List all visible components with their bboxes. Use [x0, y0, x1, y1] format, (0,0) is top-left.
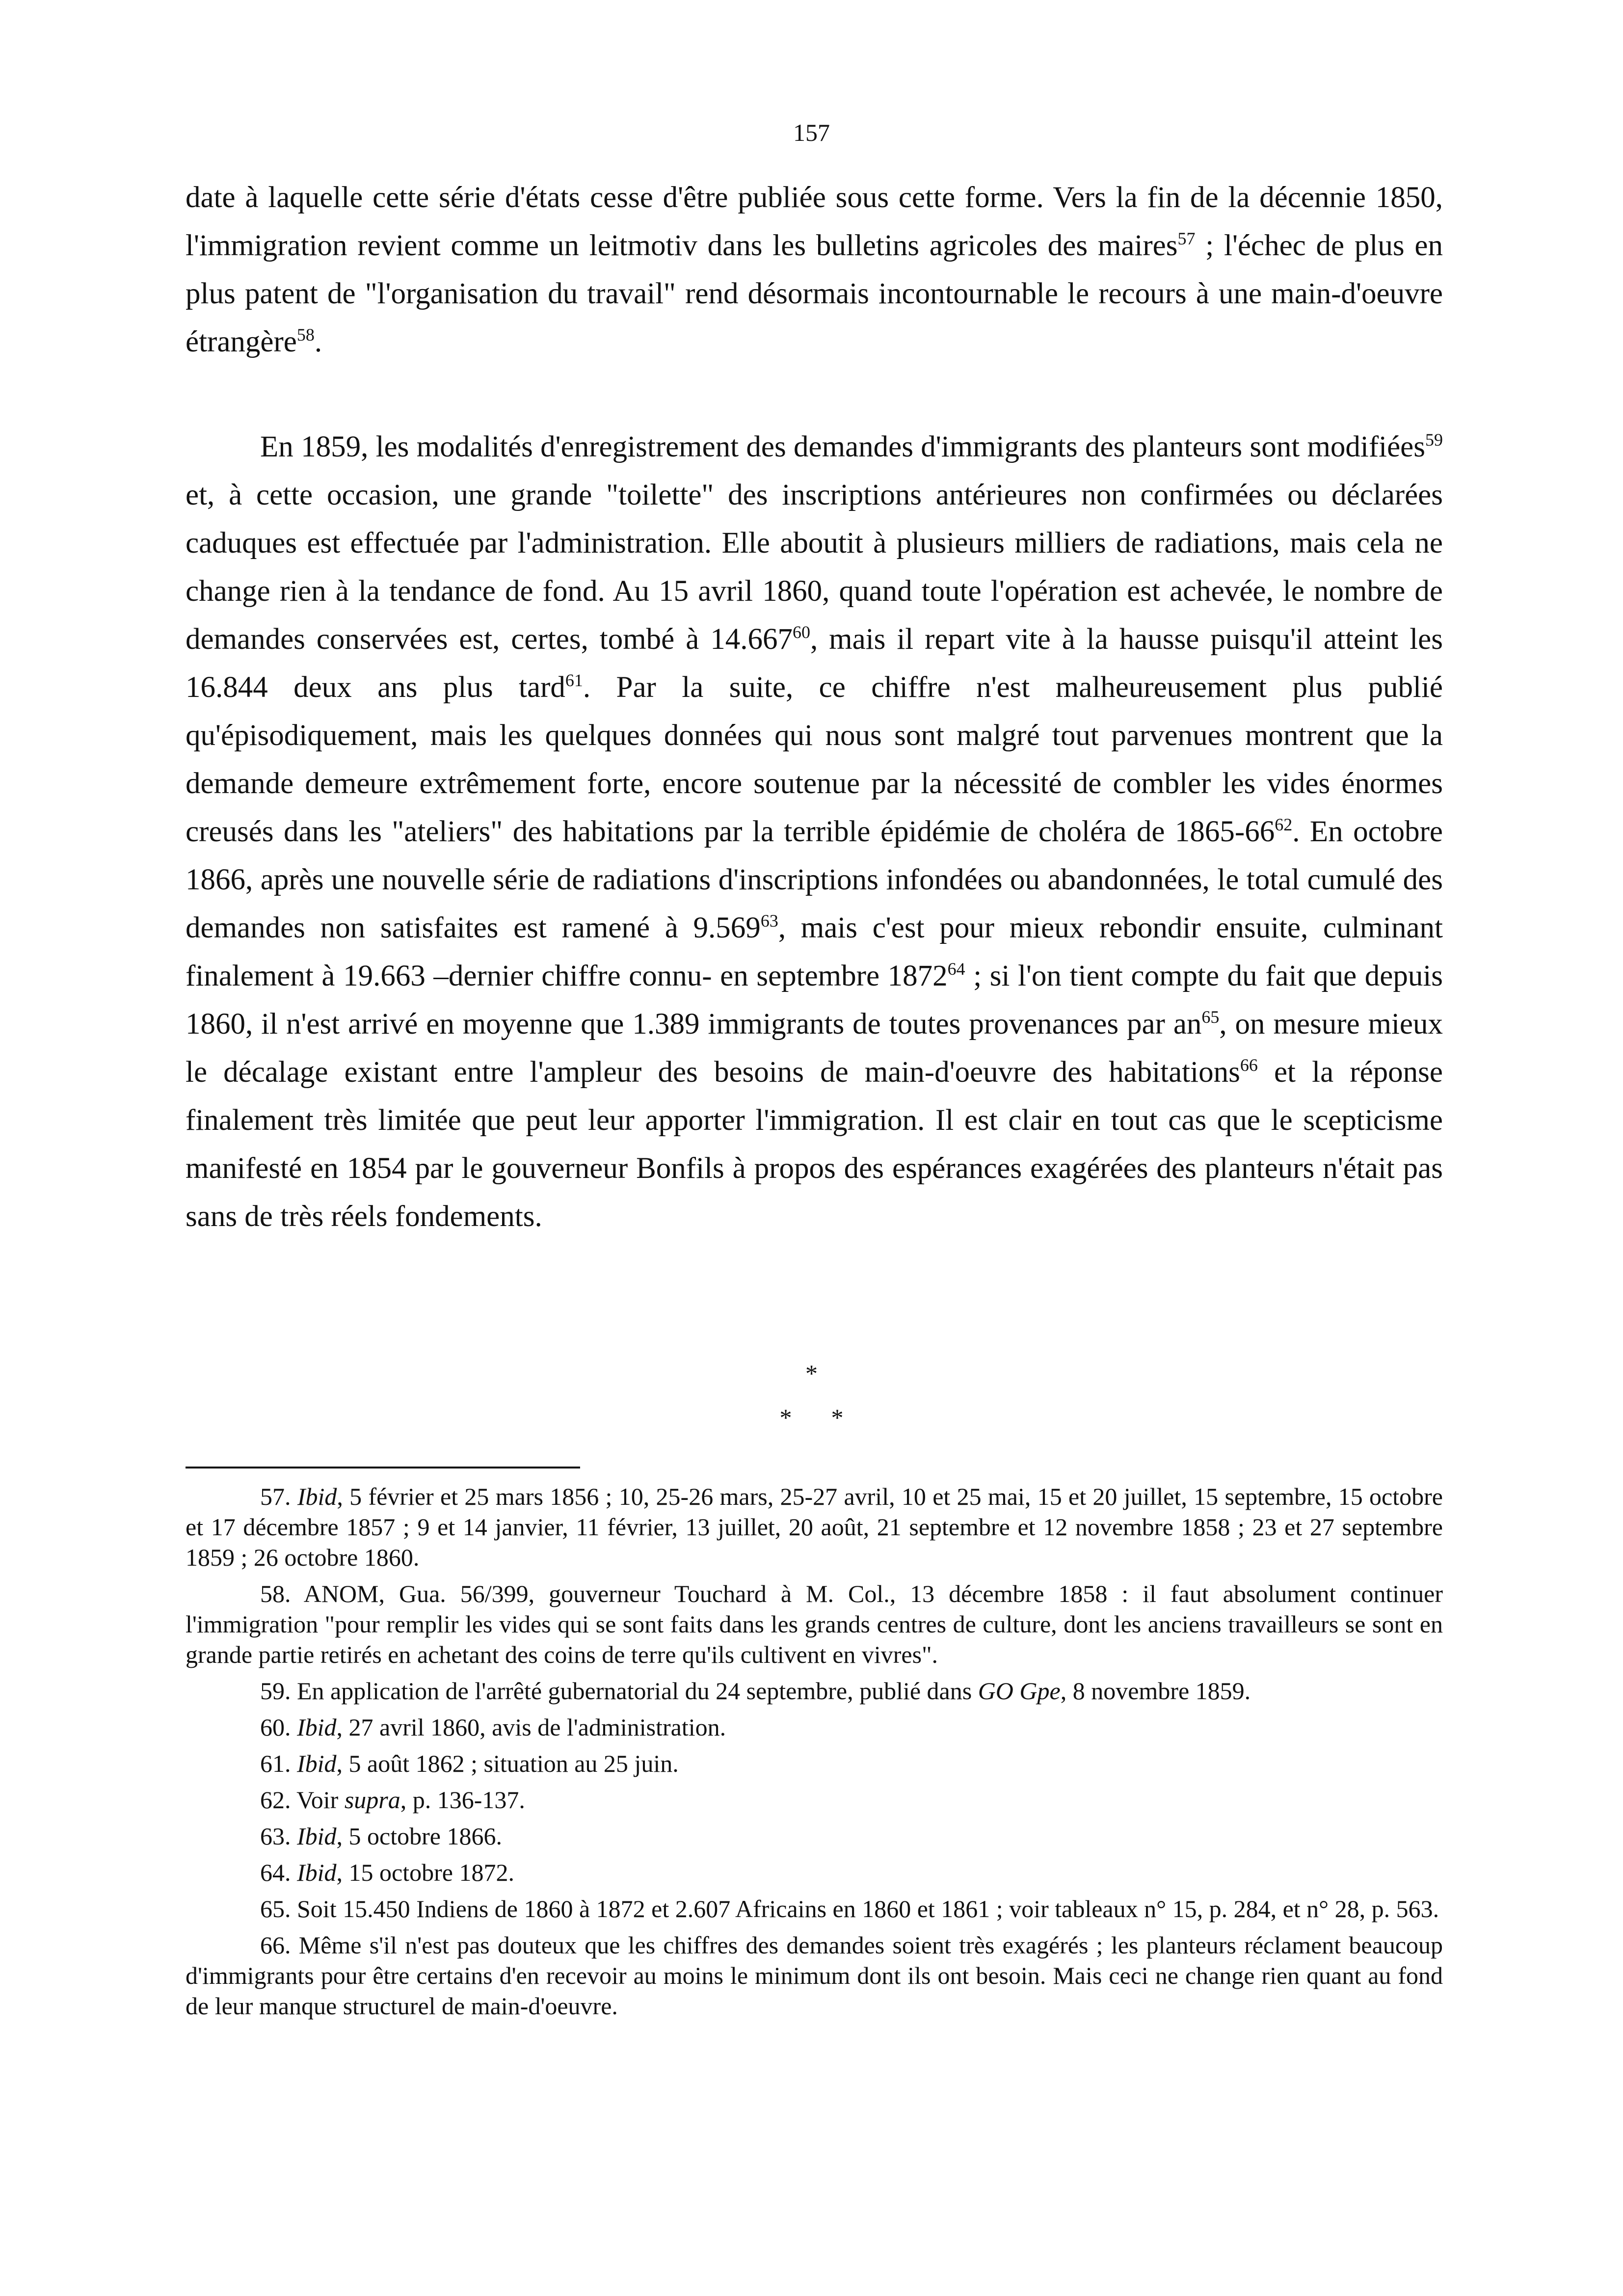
footnote-ref-58: 58 — [296, 325, 315, 345]
separator-star-right: * — [831, 1404, 844, 1431]
source-ref: GO Gpe — [978, 1677, 1061, 1705]
footnote-label: 59. — [260, 1677, 297, 1705]
paragraph-1 — [186, 174, 1443, 366]
footnote-label: 61. — [260, 1750, 297, 1777]
footnote-ref-64: 64 — [947, 959, 965, 979]
footnote-label: 62. — [260, 1786, 297, 1814]
footnote-label: 66. — [260, 1931, 299, 1959]
section-separator-bottom — [0, 1403, 1623, 1432]
ibid-ref: Ibid — [297, 1859, 337, 1886]
footnote-58 — [186, 1578, 1443, 1670]
text-run: date à laquelle cette série d'états cesse d'être publiée sous cette forme. Vers la fin de la décennie 1850, l'immigration revient comme un leitmotiv dans les bulletins agricoles des maires — [186, 181, 1443, 262]
footnote-text: , 15 octobre 1872. — [336, 1859, 514, 1886]
text-run: et, à cette occasion, une grande "toilette" des inscriptions antérieures non confirmées ou déclarées caduques est effectuée par l'administration. Elle aboutit à plusieurs milliers de radiations, mais cela ne change rien à la tendance de fond. Au 15 avril 1860, quand toute l'opération est achevée, le nombre de demandes conservées est, certes, tombé à 14.667 — [186, 479, 1443, 656]
footnote-61 — [186, 1748, 1443, 1779]
footnote-65 — [186, 1894, 1443, 1924]
paragraph-2-text — [186, 423, 1443, 1241]
footnote-62 — [186, 1785, 1443, 1815]
footnote-ref-65: 65 — [1201, 1007, 1220, 1027]
footnote-label: 63. — [260, 1822, 297, 1850]
footnote-59 — [186, 1676, 1443, 1706]
supra-ref: supra — [344, 1786, 400, 1814]
footnote-text: ANOM, Gua. 56/399, gouverneur Touchard à M. Col., 13 décembre 1858 : il faut absolument continuer l'immigration "pour remplir les vides qui se sont faits dans les grands centres de culture, dont les anciens travailleurs se sont en grande partie retirés en achetant des coins de terre qu'ils cultivent en vivres". — [186, 1580, 1443, 1668]
footnote-ref-61: 61 — [565, 670, 583, 690]
footnote-ref-57: 57 — [1177, 229, 1196, 248]
text-run: . — [314, 325, 322, 358]
text-run: En 1859, les modalités d'enregistrement des demandes d'immigrants des planteurs sont modifiées — [260, 430, 1425, 463]
footnote-text: , 27 avril 1860, avis de l'administration. — [336, 1713, 726, 1741]
footnotes — [186, 1481, 1443, 2027]
footnote-text: , p. 136-137. — [400, 1786, 525, 1814]
footnote-label: 58. — [260, 1580, 304, 1607]
footnote-text: Même s'il n'est pas douteux que les chiffres des demandes soient très exagérés ; les planteurs réclament beaucoup d'immigrants pour être certains d'en recevoir au moins le minimum dont ils ont besoin. Mais ceci ne change rien quant au fond de leur manque structurel de main-d'oeuvre. — [186, 1931, 1443, 2020]
footnote-ref-63: 63 — [760, 911, 778, 931]
footnote-ref-62: 62 — [1275, 815, 1293, 834]
text-run: ; si l'on tient compte du fait que depuis 1860, il n'est arrivé en moyenne que 1.389 immigrants de toutes provenances par an — [186, 960, 1443, 1041]
page-number: 157 — [793, 119, 830, 146]
paragraph-2 — [186, 423, 1443, 1241]
paragraph-1-text — [186, 174, 1443, 366]
text-run: . Par la suite, ce chiffre n'est malheureusement plus publié qu'épisodiquement, mais les quelques données qui nous sont malgré tout parvenues montrent que la demande demeure extrêmement forte, encore soutenue par la nécessité de combler les vides énormes creusés dans les "ateliers" des habitations par la terrible épidémie de choléra de 1865-66 — [186, 671, 1443, 848]
footnote-ref-66: 66 — [1240, 1055, 1258, 1075]
footnote-57 — [186, 1481, 1443, 1573]
text-run: , mais il repart vite à la hausse puisqu'il atteint les 16.844 deux ans plus tard — [186, 623, 1443, 704]
footnote-text: En application de l'arrêté gubernatorial du 24 septembre, publié dans — [297, 1677, 978, 1705]
ibid-ref: Ibid — [297, 1750, 337, 1777]
footnote-60 — [186, 1712, 1443, 1742]
footnote-label: 60. — [260, 1713, 297, 1741]
footnote-64 — [186, 1857, 1443, 1888]
ibid-ref: Ibid — [297, 1822, 337, 1850]
footnote-text: , 5 août 1862 ; situation au 25 juin. — [336, 1750, 679, 1777]
ibid-ref: Ibid — [297, 1483, 337, 1510]
footnote-divider — [186, 1467, 580, 1468]
section-separator-top: * — [805, 1360, 818, 1387]
footnote-label: 57. — [260, 1483, 297, 1510]
footnote-text: , 8 novembre 1859. — [1060, 1677, 1251, 1705]
separator-star-left: * — [779, 1404, 792, 1431]
footnote-text: Voir — [296, 1786, 345, 1814]
footnote-66 — [186, 1930, 1443, 2021]
text-run: , on mesure mieux le décalage existant entre l'ampleur des besoins de main-d'oeuvre des habitations — [186, 1008, 1443, 1089]
footnote-63 — [186, 1821, 1443, 1851]
ibid-ref: Ibid — [297, 1713, 337, 1741]
text-run: , mais c'est pour mieux rebondir ensuite, culminant finalement à 19.663 –dernier chiffre connu- en septembre 1872 — [186, 911, 1443, 992]
footnote-ref-60: 60 — [792, 622, 810, 642]
text-run: . En octobre 1866, après une nouvelle série de radiations d'inscriptions infondées ou abandonnées, le total cumulé des demandes non satisfaites est ramené à 9.569 — [186, 815, 1443, 944]
footnote-text: Soit 15.450 Indiens de 1860 à 1872 et 2.607 Africains en 1860 et 1861 ; voir tableaux n° 15, p. 284, et n° 28, p. 563. — [297, 1895, 1439, 1922]
footnote-label: 64. — [260, 1859, 297, 1886]
footnote-text: , 5 février et 25 mars 1856 ; 10, 25-26 mars, 25-27 avril, 10 et 25 mai, 15 et 20 juillet, 15 septembre, 15 octobre et 17 décembre 1857 ; 9 et 14 janvier, 11 février, 13 juillet, 20 août, 21 septembre et 12 novembre 1858 ; 23 et 27 septembre 1859 ; 26 octobre 1860. — [186, 1483, 1443, 1571]
footnote-ref-59: 59 — [1425, 430, 1443, 450]
footnote-label: 65. — [260, 1895, 297, 1922]
text-run: et la réponse finalement très limitée que peut leur apporter l'immigration. Il est clair en tout cas que le scepticisme manifesté en 1854 par le gouverneur Bonfils à propos des espérances exagérées des planteurs n'était pas sans de très réels fondements. — [186, 1056, 1443, 1233]
footnote-text: , 5 octobre 1866. — [336, 1822, 502, 1850]
text-run: ; l'échec de plus en plus patent de "l'organisation du travail" rend désormais incontournable le recours à une main-d'oeuvre étrangère — [186, 229, 1443, 358]
